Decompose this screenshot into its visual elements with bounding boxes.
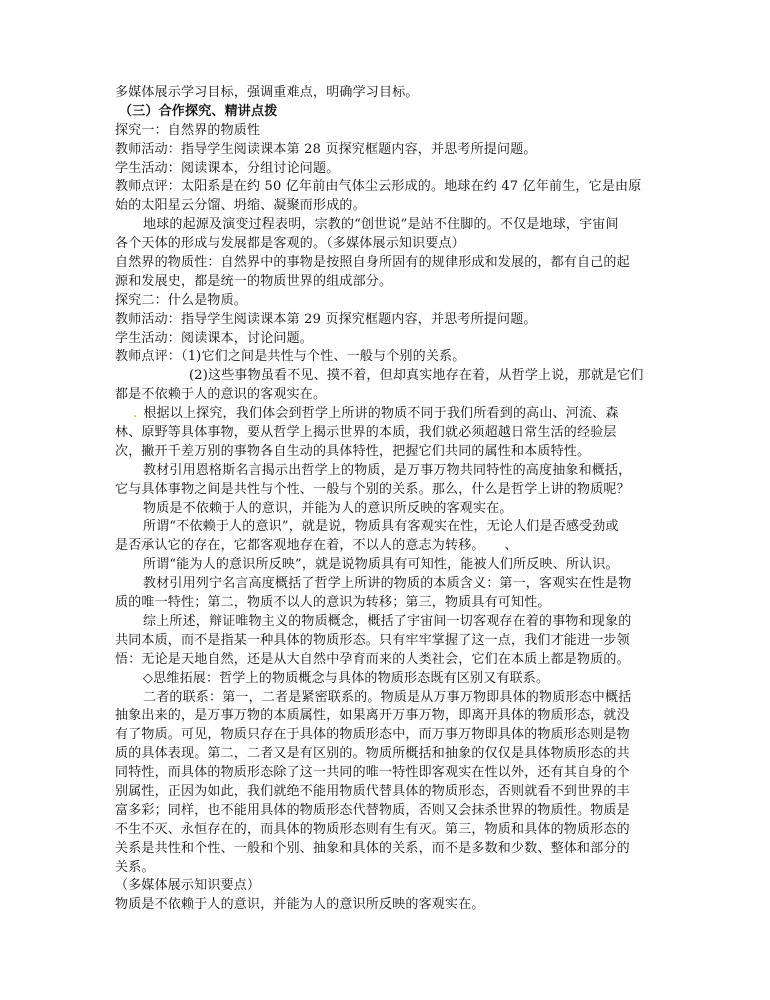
text-line-content: 质的唯一特性；第二，物质不以人的意识为转移；第三，物质具有可知性。: [115, 595, 551, 611]
text-line-content: 它与具体事物之间是共性与个性、一般与个别的关系。那么，什么是哲学上讲的物质呢？: [115, 481, 630, 497]
text-line-content: 所谓“能为人的意识所反映”，就是说物质具有可知性，能被人们所反映、所认识。: [143, 557, 619, 573]
text-line: [115, 443, 675, 462]
text-line-content: 多媒体展示学习目标，强调重难点，明确学习目标。: [115, 85, 419, 100]
text-line-content: 林、原野等具体事物，要从哲学上揭示世界的本质，我们就必须超越日常生活的经验层: [115, 425, 617, 441]
text-line-content: 探究二：什么是物质。: [115, 292, 248, 308]
text-line-content: 共同本质，而不是指某一种具体的物质形态。只有牢牢掌握了这一点，我们才能进一步领: [115, 632, 630, 648]
text-line: [115, 783, 675, 802]
text-line-content: 探究一：自然界的物质性: [115, 122, 261, 138]
text-line-content: 关系是共性和个性、一般和个别、抽象和具体的关系，而不是多数和少数、整体和部分的: [115, 840, 630, 856]
text-line-content: 不生不灭、永恒存在的，而具体的物质形态则有生有灭。第三，物质和具体的物质形态的: [115, 821, 630, 837]
text-line: [115, 84, 675, 103]
text-line-content: 别属性，正因为如此，我们就绝不能用物质代替具体的物质形态，否则就看不到世界的丰: [115, 783, 630, 799]
text-line: [115, 537, 675, 556]
text-line: [115, 500, 675, 519]
text-line-content: 次，撇开千差万别的事物各自生动的具体特性，把握它们共同的属性和本质特性。: [115, 443, 591, 459]
text-line: [115, 802, 675, 821]
text-line-content: 教师点评：（1)它们之间是共性与个性、一般与个别的关系。: [115, 349, 466, 365]
text-line: [115, 896, 675, 915]
text-line: [115, 745, 675, 764]
text-line: [115, 613, 675, 632]
text-line-content: 富多彩；同样，也不能用具体的物质形态代替物质，否则又会抹杀世界的物质性。物质是: [115, 802, 630, 818]
text-line: [115, 575, 675, 594]
text-line: [115, 273, 675, 292]
text-line: [115, 424, 675, 443]
text-line: [115, 840, 675, 859]
text-line: [115, 556, 675, 575]
text-line-content: 抽象出来的，是万事万物的本质属性，如果离开万事万物，即离开具体的物质形态，就没: [115, 708, 630, 724]
text-line-content: 物质是不依赖于人的意识，并能为人的意识所反映的客观实在。: [115, 897, 485, 913]
text-line-content: 是否承认它的存在，它都客观地存在着，不以人的意志为转移。 、: [115, 538, 518, 554]
text-line-content: （多媒体展示知识要点）: [115, 878, 261, 894]
text-line-content: 同特性，而具体的物质形态除了这一共同的唯一特性即客观实在性以外，还有其自身的个: [115, 765, 630, 781]
document-body: [115, 84, 675, 915]
text-line: [115, 859, 675, 878]
text-line: [115, 518, 675, 537]
text-line-content: 根据以上探究，我们体会到哲学上所讲的物质不同于我们所看到的高山、河流、森: [143, 406, 619, 422]
text-line: [115, 311, 675, 330]
text-line-content: 关系。: [115, 859, 155, 875]
text-line: [115, 197, 675, 216]
text-line: [115, 632, 675, 651]
text-line-content: 源和发展史，都是统一的物质世界的组成部分。: [115, 273, 393, 289]
text-line-content: 质的具体表现。第二，二者又是有区别的。物质所概括和抽象的仅仅是具体物质形态的共: [115, 746, 630, 762]
text-line: [115, 330, 675, 349]
text-line: [115, 386, 675, 405]
text-line: [115, 670, 675, 689]
text-line: [115, 292, 675, 311]
text-line: [115, 707, 675, 726]
text-line: [115, 462, 675, 481]
text-line: [115, 689, 675, 708]
text-line-content: 教师活动：指导学生阅读课本第 28 页探究框题内容，并思考所提问题。: [115, 141, 537, 157]
text-line: [115, 141, 675, 160]
text-line-content: ◇思维拓展：哲学上的物质概念与具体的物质形态既有区别又有联系。: [143, 670, 550, 686]
text-line-content: 教师活动：指导学生阅读课本第 29 页探究框题内容，并思考所提问题。: [115, 311, 537, 327]
text-line: [115, 348, 675, 367]
text-line: [115, 178, 675, 197]
text-line: [115, 254, 675, 273]
text-line: [115, 821, 675, 840]
text-line: [115, 764, 675, 783]
text-line-content: 教师点评：太阳系是在约 50 亿年前由气体尘云形成的。地球在约 47 亿年前生，它是由原: [115, 179, 642, 195]
text-line-content: 学生活动：阅读课本，分组讨论问题。: [115, 160, 340, 176]
text-line-content: 有了物质。可见，物质只存在于具体的物质形态中，而万事万物即具体的物质形态则是物: [115, 727, 630, 743]
text-line-content: 教材引用列宁名言高度概括了哲学上所讲的物质的本质含义：第一，客观实在性是物: [143, 576, 632, 592]
text-line-content: (2)这些事物虽看不见、摸不着，但却真实地存在着，从哲学上说，那就是它们: [189, 368, 644, 384]
text-line: [115, 367, 675, 386]
text-line: [115, 481, 675, 500]
text-line-content: 悟：无论是天地自然，还是从大自然中孕育而来的人类社会，它们在本质上都是物质的。: [115, 651, 630, 667]
text-line-content: 始的太阳星云分馏、坍缩、凝聚而形成的。: [115, 198, 366, 214]
text-line-content: 自然界的物质性：自然界中的事物是按照自身所固有的规律形成和发展的，都有自己的起: [115, 255, 630, 271]
text-line-content: （三）合作探究、精讲点拨: [119, 103, 278, 119]
text-line-content: 二者的联系：第一，二者是紧密联系的。物质是从万事万物即具体的物质形态中概括: [143, 689, 632, 705]
text-line: [115, 216, 675, 235]
marker-dot: .: [133, 406, 138, 422]
text-line-content: 教材引用恩格斯名言揭示出哲学上的物质，是万事万物共同特性的高度抽象和概括，: [143, 462, 632, 478]
text-line-content: 所谓“不依赖于人的意识”，就是说，物质具有客观实在性，无论人们是否感受劲或: [143, 519, 619, 535]
text-line: [115, 877, 675, 896]
text-line: [115, 122, 675, 141]
text-line: [115, 726, 675, 745]
text-line: [115, 594, 675, 613]
text-line: [115, 103, 675, 122]
text-line-content: 地球的起源及演变过程表明，宗教的“创世说”是站不住脚的。不仅是地球，宇宙间: [143, 217, 619, 233]
text-line: [115, 160, 675, 179]
text-line: [115, 651, 675, 670]
text-line-content: 物质是不依赖于人的意识，并能为人的意识所反映的客观实在。: [143, 500, 513, 516]
text-line-content: 学生活动：阅读课本，讨论问题。: [115, 330, 314, 346]
text-line: [115, 235, 675, 254]
text-line-content: 都是不依赖于人的意识的客观实在。: [115, 387, 327, 403]
text-line: [115, 405, 675, 424]
text-line-content: 各个天体的形成与发展都是客观的。（多媒体展示知识要点）: [115, 236, 465, 252]
text-line-content: 综上所述，辩证唯物主义的物质概念，概括了宇宙间一切客观存在着的事物和现象的: [143, 613, 632, 629]
